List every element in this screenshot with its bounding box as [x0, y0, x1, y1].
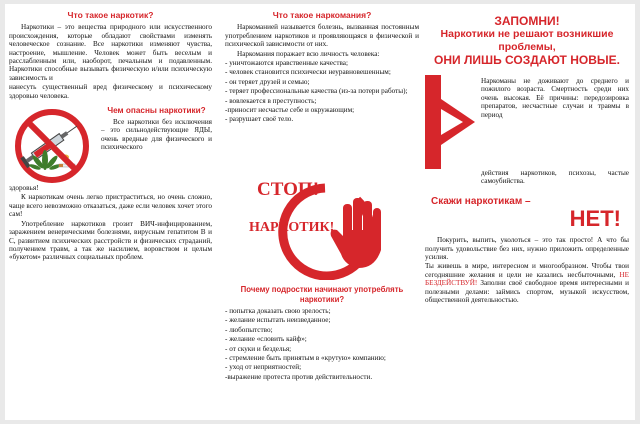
para-definition: Наркотики – это вещества природного или искусственного происхождения, которые обладают свойствами изменять человеческое сознание. Все наркотики изменяют чувства, настроение, мышление. Человек может быть веселым и расслабленным или, наоборот, печальным и подавленным. Наркотики способные вызывать физическую и/или психическую зависимость и [9, 23, 212, 82]
para-easy: Покурить, выпить, уколоться – это так просто! А что бы получить удовольствие без них, нужно приложить определенные усилия. [425, 236, 629, 262]
danger-block [9, 106, 212, 184]
para-personality: Наркомания поражает всю личность человека: [237, 49, 380, 58]
para-consequences: Употребление наркотиков грозит ВИЧ-инфицированием, заражением венерическими болезнями, вирусным гепатитом В и С, развитием психических расстройств и физических страданий, получением травм, а так же насилием, воровством и целым «букетом» различных социальных проблем. [9, 219, 212, 262]
stop-word: СТОП! [257, 179, 320, 200]
para-world [425, 262, 629, 304]
para-world-start: Ты живешь в мире, интересном и многообразном. Чтобы твои сегодняшние желания и цели не казались несбыточными, [425, 262, 629, 279]
stop-banner [225, 170, 419, 280]
para-health-tail: здоровья! [9, 184, 39, 193]
heading-why-dangerous: Чем опасны наркотики? [107, 106, 206, 116]
heading-what-is-addiction: Что такое наркомания? [272, 10, 372, 20]
list-item: - уход от неприятностей; [225, 363, 302, 372]
list-item: -выражение протеста против действительности. [225, 372, 373, 381]
column-remember [425, 10, 629, 305]
para-addiction-definition: Наркоманией называется болезнь, вызванная постоянным употреблением наркотиков и проявляющаяся в физической и психической зависимости от них. [225, 23, 419, 49]
reasons-block [225, 284, 419, 382]
para-harm: нанесуть существенный вред физическому и психическому здоровью человека. [9, 83, 212, 100]
mortality-block [425, 75, 629, 169]
list-item: - любопытство; [225, 325, 273, 334]
para-mortality-tail: действия наркотиков, психозы, частые самоубийства. [481, 169, 629, 186]
no-drugs-sign-icon [9, 106, 95, 184]
narcotic-word: НАРКОТИК! [249, 220, 335, 235]
remember-line: Наркотики не решают возникшие проблемы, [440, 28, 614, 53]
remember-title: ЗАПОМНИ! [494, 14, 560, 28]
para-world-end: Заполни своё свободное время интересными и полезными делами: займись спортом, музыкой искусством, общественной деятельностью. [425, 279, 630, 305]
list-item: - теряет профессиональные качества (из-за потери работы); [225, 87, 408, 96]
danger-text [101, 106, 212, 184]
heading-why-teens: Почему подростки начинают употреблять наркотики? [240, 285, 404, 304]
para-mortality: Наркоманы не доживают до среднего и пожилого возраста. Смертность среди них очень высокая. Её причины: передозировка препаратов, несчастные случаи и травмы в период [481, 77, 629, 119]
list-item: -приносит несчастье себе и окружающим; [225, 106, 355, 115]
list-item: - уничтожаются нравственные качества; [225, 59, 348, 68]
para-poison: Все наркотики без исключения – это сильнодействующие ЯДЫ, очень вредные для физического и психического [101, 118, 212, 152]
say-to-drugs: Скажи наркотикам – [431, 195, 531, 207]
list-item: - попытка доказать свою зрелость; [225, 307, 331, 315]
effects-list [225, 59, 419, 124]
list-item: - разрушает своё тело. [225, 115, 294, 124]
arrow-graphic-icon [425, 75, 475, 169]
column-what-is-narcotic [9, 10, 212, 263]
no-word: НЕТ! [569, 206, 621, 232]
list-item: - человек становится психически неуравновешенным; [225, 68, 391, 77]
remember-line-caps: ОНИ ЛИШЬ СОЗДАЮТ НОВЫЕ. [434, 53, 620, 67]
heading-what-is-narcotic: Что такое наркотик? [67, 10, 154, 20]
list-item: - от скуки и безделья; [225, 344, 292, 353]
list-item: - стремление быть принятым в «крутую» компанию; [225, 354, 386, 363]
list-item: - желание испытать неизведанное; [225, 316, 331, 325]
list-item: - он теряет друзей и семью; [225, 77, 310, 86]
not-idle-callout: НЕ БЕЗДЕЙСТВУЙ! [425, 270, 629, 288]
list-item: - желание «словить кайф»; [225, 335, 307, 344]
para-addiction: К наркотикам очень легко пристраститься, но очень сложно, чаще всего невозможно отказаться, даже если человек хочет этого сам! [9, 193, 212, 219]
leaflet-page [5, 4, 635, 420]
list-item: - вовлекается в преступность; [225, 96, 317, 105]
column-what-is-addiction [225, 10, 419, 381]
